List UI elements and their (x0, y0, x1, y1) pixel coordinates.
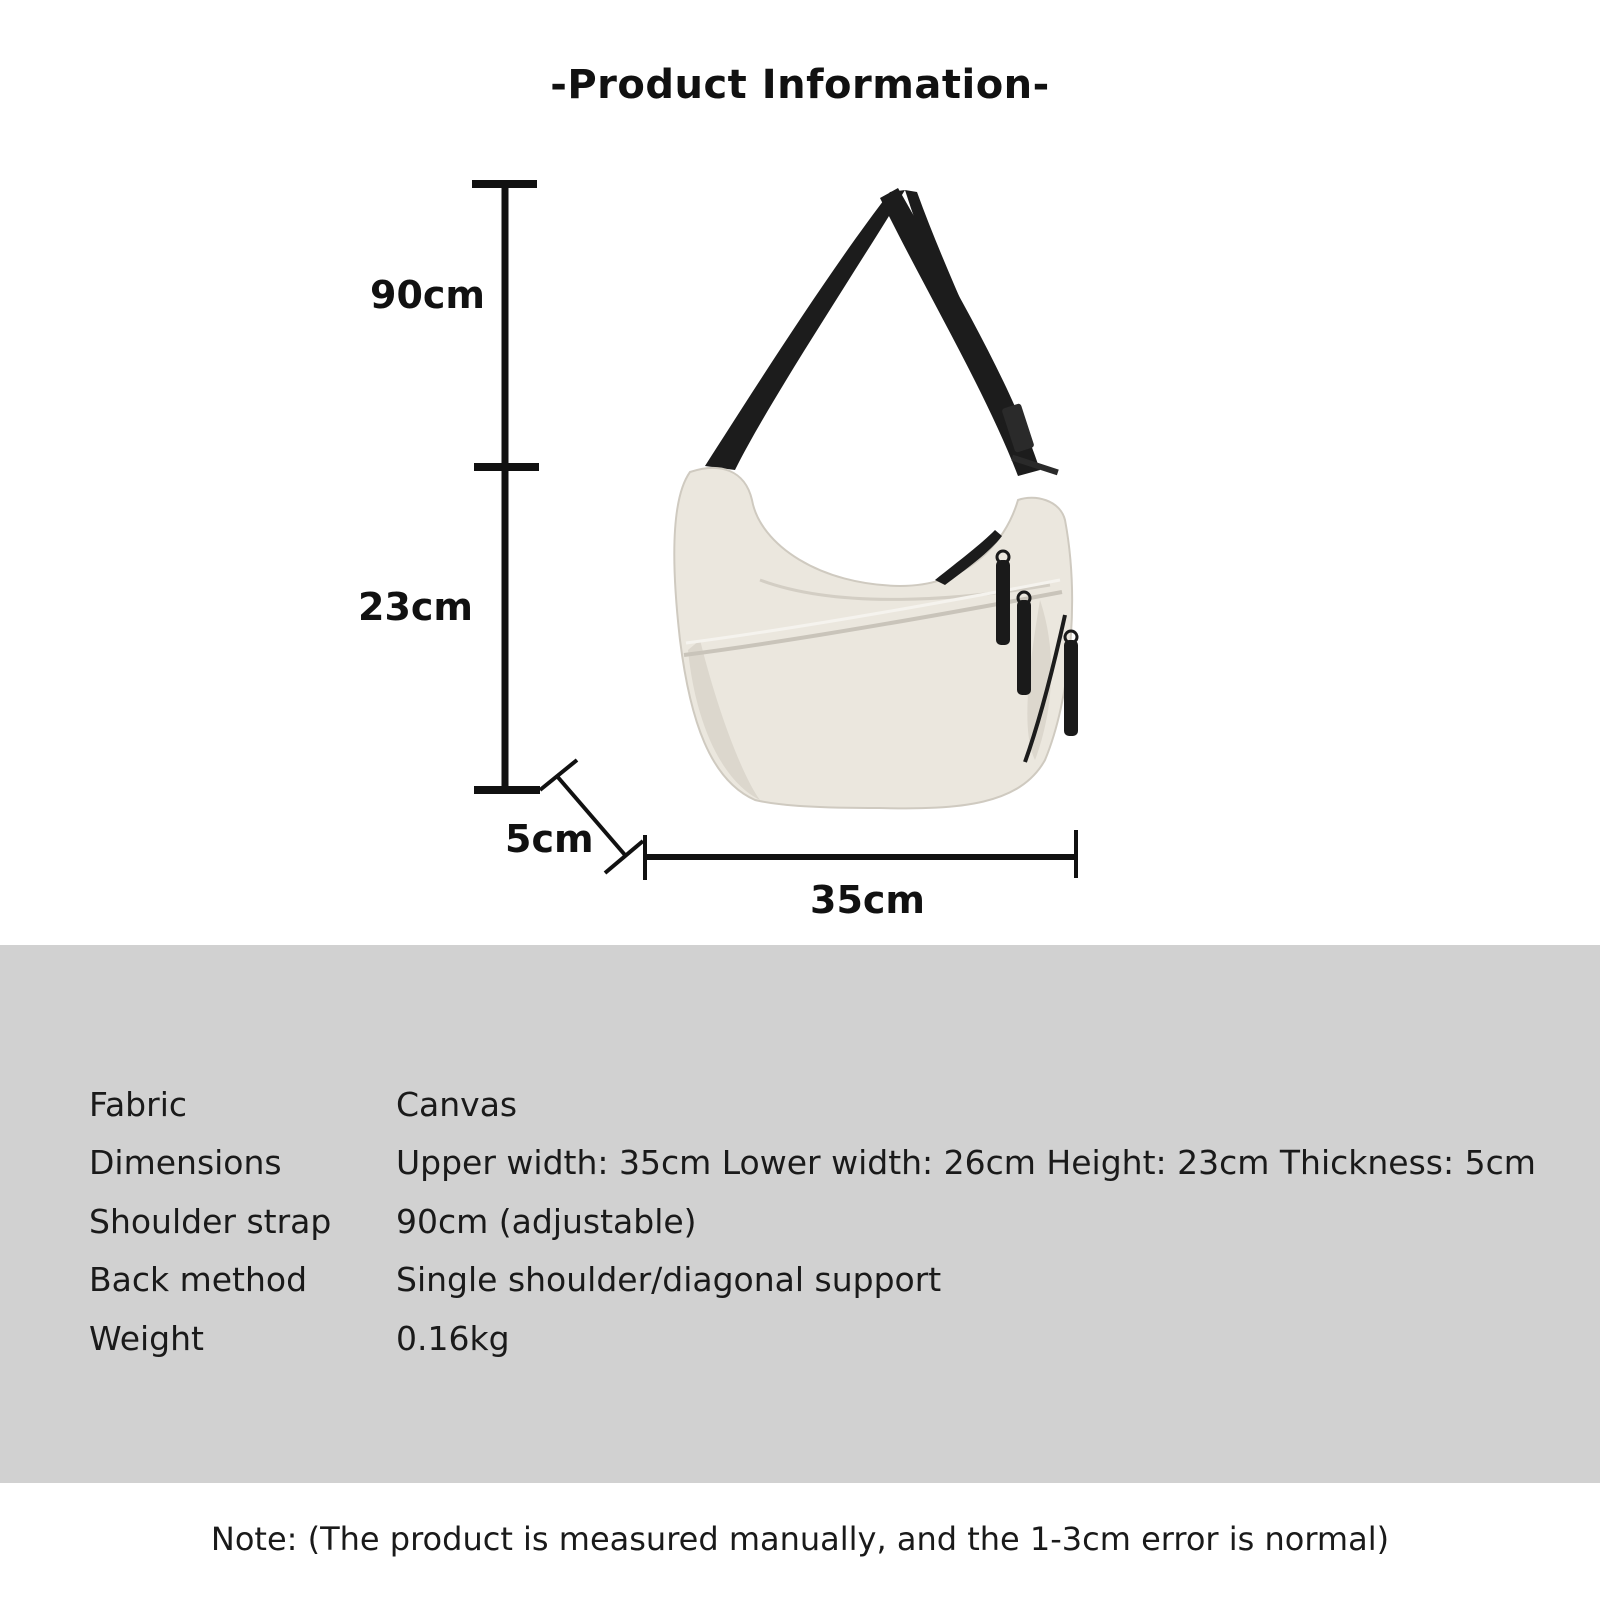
spec-label: Weight (89, 1318, 204, 1358)
thickness-label: 5cm (505, 817, 594, 861)
spec-row-weight (89, 1309, 1536, 1368)
spec-table (89, 1075, 1536, 1368)
spec-label: Dimensions (89, 1143, 282, 1183)
spec-value: Upper width: 35cm Lower width: 26cm Height: 23cm Thickness: 5cm (396, 1143, 1536, 1183)
spec-value: Single shoulder/diagonal support (396, 1260, 942, 1300)
spec-label: Back method (89, 1260, 308, 1300)
spec-value: 90cm (adjustable) (396, 1201, 697, 1241)
spec-row-shoulder-strap (89, 1192, 1536, 1251)
width-ruler (645, 830, 1076, 880)
page-title: -Product Information- (550, 62, 1050, 108)
spec-panel (0, 945, 1600, 1483)
measurement-note: Note: (The product is measured manually, and the 1-3cm error is normal) (210, 1520, 1390, 1558)
spec-row-back-method (89, 1251, 1536, 1310)
spec-label: Shoulder strap (89, 1201, 332, 1241)
spec-value: 0.16kg (396, 1318, 510, 1358)
height-label: 23cm (358, 585, 474, 629)
spec-row-dimensions (89, 1134, 1536, 1193)
spec-label: Fabric (89, 1084, 188, 1124)
spec-value: Canvas (396, 1084, 518, 1124)
spec-row-fabric (89, 1075, 1536, 1134)
strap-length-label: 90cm (370, 273, 486, 317)
bag-image (674, 188, 1078, 808)
width-label: 35cm (810, 878, 926, 922)
